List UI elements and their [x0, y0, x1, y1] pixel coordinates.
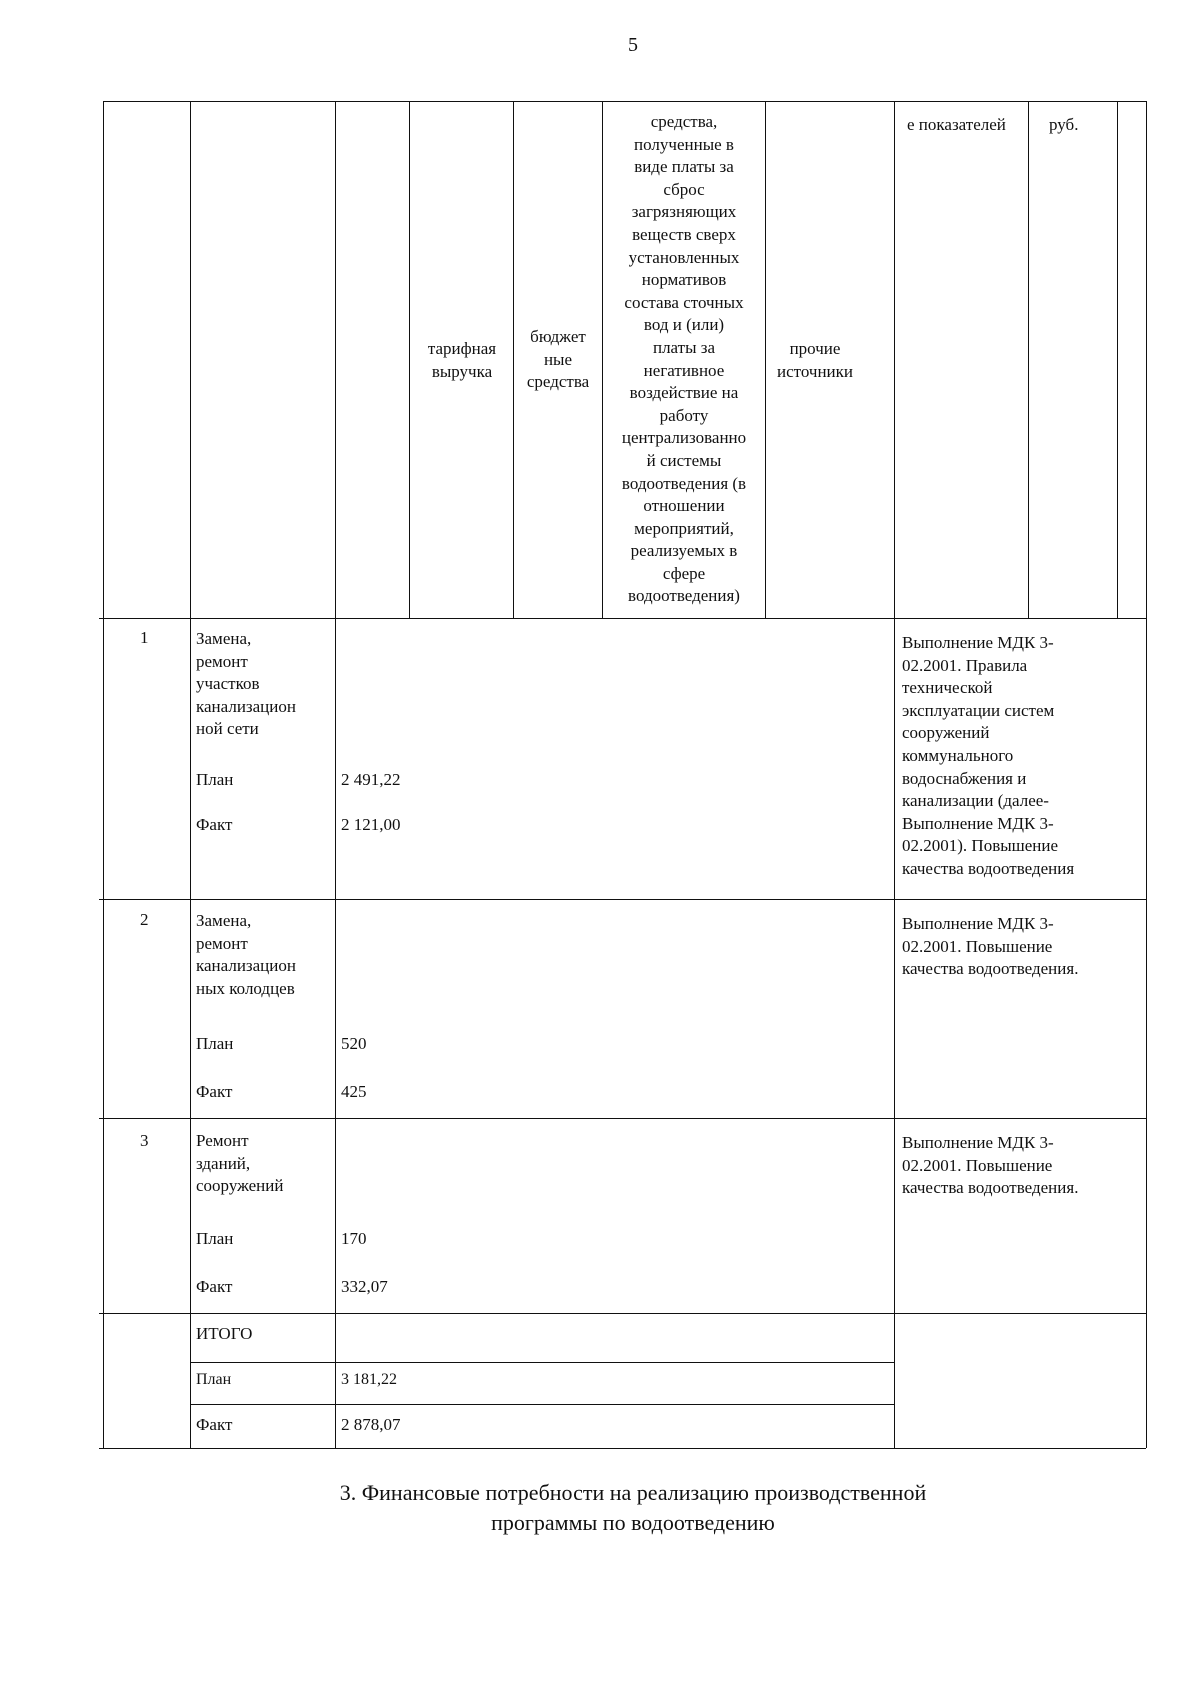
header-fees-line: состава сточных: [624, 292, 744, 312]
header-indicators: е показателей: [907, 115, 1006, 134]
col-border-left: [103, 101, 104, 1448]
row-note-line: качества водоотведения.: [902, 959, 1079, 979]
row-note-line: технической: [902, 678, 993, 698]
row-number: 2: [140, 910, 149, 929]
section-title: [0, 1478, 1200, 1538]
header-fees-line: сброс: [663, 179, 705, 199]
row-note-line: Выполнение МДК 3-: [902, 633, 1054, 652]
table-border-bottom: [99, 1448, 1146, 1449]
row-note-line: эксплуатации систем: [902, 700, 1055, 720]
row-name-line: Замена,: [196, 629, 252, 648]
row-name: [196, 910, 334, 1000]
row-note: [902, 913, 1144, 981]
fact-value: 2 121,00: [341, 815, 401, 834]
fact-label: Факт: [196, 815, 233, 834]
row-number: 3: [140, 1131, 149, 1150]
page-number: 5: [628, 34, 638, 56]
header-rub: руб.: [1049, 115, 1079, 134]
row-name-line: Ремонт: [196, 1131, 249, 1150]
header-fees-line: воздействие на: [629, 383, 739, 403]
header-fees-line: централизованно: [621, 428, 747, 448]
row-note-line: 02.2001. Повышение: [902, 1155, 1053, 1175]
col-border-extra: [1117, 101, 1118, 618]
header-fees-line: реализуемых в: [630, 541, 738, 561]
row-name-line: канализацион: [196, 956, 296, 976]
total-divider-1: [190, 1362, 894, 1363]
header-fees-line: платы за: [652, 337, 716, 357]
section-title-line: программы по водоотведению: [491, 1510, 775, 1535]
row-note-line: 02.2001. Правила: [902, 655, 1028, 675]
col-border-right: [1146, 101, 1147, 1448]
header-fees-line: мероприятий,: [634, 518, 734, 538]
row-note-line: Выполнение МДК 3-: [902, 1133, 1054, 1152]
row-name: [196, 628, 334, 741]
row-name-line: Замена,: [196, 911, 252, 930]
row-name: [196, 1130, 334, 1198]
header-fees-line: негативное: [643, 360, 725, 380]
col-border-fees: [602, 101, 603, 618]
header-fees-line: загрязняющих: [631, 202, 737, 222]
plan-value: 170: [341, 1229, 367, 1248]
total-label: ИТОГО: [196, 1324, 253, 1343]
fact-value: 425: [341, 1082, 367, 1101]
header-fees-line: водоотведения (в: [621, 473, 747, 493]
col-border-indicators: [894, 101, 895, 1448]
col-border-rub: [1028, 101, 1029, 618]
row-note-line: 02.2001). Повышение: [902, 836, 1059, 856]
header-tariff: тарифная выручка: [427, 339, 497, 381]
fact-label: Факт: [196, 1277, 233, 1296]
row-note: [902, 1132, 1144, 1200]
row-note-line: качества водоотведения.: [902, 1178, 1079, 1198]
plan-value: 2 491,22: [341, 770, 401, 789]
row-name-line: канализацион: [196, 696, 296, 716]
total-plan-value: 3 181,22: [341, 1371, 397, 1388]
total-fact-label: Факт: [196, 1415, 233, 1434]
header-fees-line: отношении: [643, 496, 725, 516]
row-name-line: ных колодцев: [196, 978, 295, 998]
row-name-line: ремонт: [196, 651, 248, 671]
fact-label: Факт: [196, 1082, 233, 1101]
plan-label: План: [196, 1034, 234, 1053]
plan-value: 520: [341, 1034, 367, 1053]
header-fees-line: веществ сверх: [632, 224, 736, 244]
col-border-tariff: [409, 101, 410, 618]
col-border-other: [765, 101, 766, 618]
header-fees-line: установленных: [628, 247, 740, 267]
row-divider-1: [99, 618, 1146, 619]
row-name-line: ной сети: [196, 719, 259, 739]
row-note: [902, 632, 1144, 881]
row-note-line: Выполнение МДК 3-: [902, 914, 1054, 933]
header-fees-line: сфере: [662, 563, 706, 583]
row-note-line: качества водоотведения: [902, 858, 1075, 878]
header-other: прочие источники: [776, 339, 853, 381]
header-fees-line: водоотведения): [628, 586, 740, 606]
header-fees-line: виде платы за: [634, 157, 734, 177]
plan-label: План: [196, 1229, 234, 1248]
plan-label: План: [196, 770, 234, 789]
fact-value: 332,07: [341, 1277, 388, 1296]
header-fees-line: вод и (или): [643, 315, 725, 335]
row-note-line: Выполнение МДК 3-: [902, 813, 1054, 833]
section-title-line: 3. Финансовые потребности на реализацию производственной: [339, 1480, 927, 1505]
header-fees-line: нормативов: [641, 270, 727, 290]
row-note-line: 02.2001. Повышение: [902, 936, 1053, 956]
header-fees-line: работу: [659, 405, 709, 425]
row-note-line: канализации (далее-: [902, 791, 1049, 811]
col-border-name: [335, 101, 336, 1448]
header-fees-line: средства,: [650, 112, 718, 131]
row-number: 1: [140, 628, 149, 647]
row-note-line: водоснабжения и: [902, 768, 1027, 788]
col-border-budget: [513, 101, 514, 618]
total-plan-label: План: [196, 1371, 232, 1388]
row-note-line: коммунального: [902, 745, 1014, 765]
header-budget: бюджет ные средства: [526, 327, 590, 392]
total-fact-value: 2 878,07: [341, 1415, 401, 1434]
row-name-line: ремонт: [196, 933, 248, 953]
row-name-line: сооружений: [196, 1176, 284, 1196]
row-divider-3: [99, 1118, 1146, 1119]
header-fees: [605, 111, 763, 608]
row-divider-2: [99, 899, 1146, 900]
header-fees-line: й системы: [646, 450, 722, 470]
table-border-top: [103, 101, 1147, 102]
total-divider-2: [190, 1404, 894, 1405]
row-name-line: участков: [196, 674, 260, 694]
row-name-line: зданий,: [196, 1153, 251, 1173]
header-fees-line: полученные в: [634, 134, 734, 154]
row-divider-4: [99, 1313, 1146, 1314]
row-note-line: сооружений: [902, 723, 990, 743]
col-border-num: [190, 101, 191, 1448]
